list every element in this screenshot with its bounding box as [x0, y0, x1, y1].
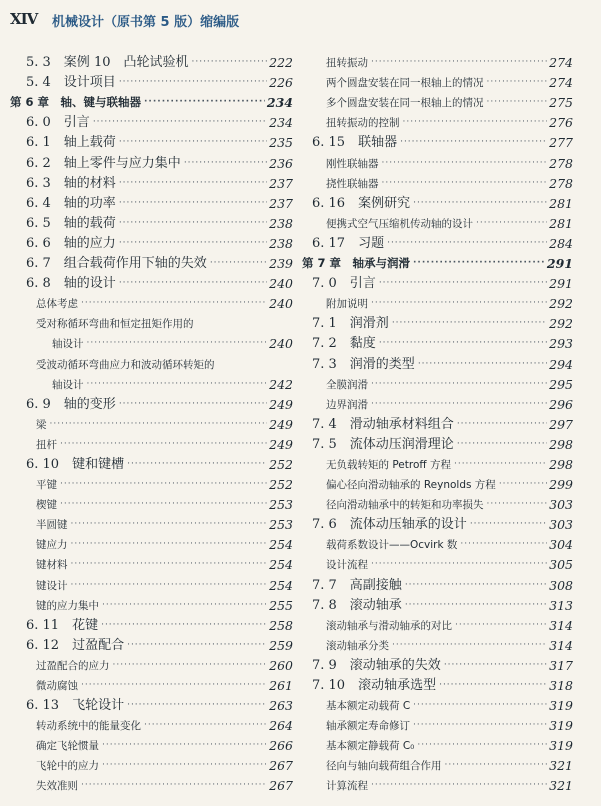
toc-page-number: 303 — [549, 497, 573, 513]
toc-page-number: 267 — [269, 758, 293, 774]
toc-entry-title: 6. 10 键和键槽 — [26, 456, 125, 472]
toc-page-number: 278 — [549, 175, 573, 191]
toc-entry-title: 受波动循环弯曲应力和波动循环转矩的 — [36, 358, 215, 371]
toc-subsection-entry — [8, 552, 293, 572]
toc-leader-dots — [81, 680, 267, 690]
toc-entry-title: 7. 4 滑动轴承材料组合 — [312, 416, 454, 432]
toc-section-entry — [302, 231, 573, 251]
toc-leader-dots — [403, 117, 548, 127]
toc-entry-title: 滚动轴承与滑动轴承的对比 — [326, 619, 452, 632]
toc-chapter-entry — [8, 90, 293, 110]
toc-leader-dots — [444, 660, 547, 670]
toc-page-number: 297 — [549, 416, 573, 432]
toc-page-number: 252 — [269, 456, 293, 472]
toc-entry-title: 6. 17 习题 — [312, 235, 385, 251]
toc-leader-dots — [102, 740, 267, 750]
toc-page-number: 255 — [269, 597, 293, 613]
toc-leader-dots — [457, 419, 547, 429]
toc-entry-title: 5. 4 设计项目 — [26, 75, 116, 91]
toc-section-entry — [8, 191, 293, 211]
toc-leader-dots — [417, 740, 547, 750]
toc-leader-dots — [119, 218, 267, 228]
toc-subsection-entry — [302, 150, 573, 170]
toc-entry-title: 计算流程 — [326, 780, 368, 793]
toc-section-entry — [8, 171, 293, 191]
toc-subsection-entry — [8, 753, 293, 773]
toc-entry-title: 键设计 — [36, 579, 68, 592]
toc-section-entry — [302, 432, 573, 452]
toc-leader-dots — [371, 559, 547, 569]
toc-leader-dots — [71, 580, 268, 590]
toc-page-number: 254 — [269, 557, 293, 573]
toc-entry-title: 梁 — [36, 418, 47, 431]
toc-leader-dots — [487, 97, 548, 107]
toc-page-number: 281 — [549, 215, 573, 231]
toc-leader-dots — [439, 680, 547, 690]
toc-page-number: 254 — [269, 577, 293, 593]
toc-entry-title: 无负载转矩的 Petroff 方程 — [326, 458, 451, 471]
toc-entry-title: 键应力 — [36, 539, 68, 552]
toc-entry-title: 6. 15 联轴器 — [312, 135, 398, 151]
toc-leader-dots — [191, 57, 267, 67]
toc-page-number: 314 — [549, 637, 573, 653]
toc-leader-dots — [81, 298, 267, 308]
toc-page-number: 249 — [269, 436, 293, 452]
toc-leader-dots — [487, 77, 548, 87]
toc-subsection-entry — [302, 633, 573, 653]
toc-section-entry — [302, 412, 573, 432]
toc-leader-dots — [470, 519, 547, 529]
toc-page-number: 274 — [549, 75, 573, 91]
toc-leader-dots — [445, 760, 548, 770]
toc-leader-dots — [413, 700, 547, 710]
toc-page-number: 295 — [549, 376, 573, 392]
toc-leader-dots — [127, 700, 267, 710]
toc-entry-title: 过盈配合的应力 — [36, 659, 110, 672]
toc-entry-title: 楔键 — [36, 499, 57, 512]
toc-subsection-entry — [8, 532, 293, 552]
toc-page-number: 263 — [269, 698, 293, 714]
toc-page-number: 260 — [269, 657, 293, 673]
toc-entry-title: 6. 2 轴上零件与应力集中 — [26, 155, 181, 171]
toc-page-number: 314 — [549, 617, 573, 633]
toc-section-entry — [302, 331, 573, 351]
toc-leader-dots — [392, 640, 547, 650]
toc-section-entry — [8, 211, 293, 231]
toc-leader-dots — [184, 158, 267, 168]
toc-section-entry — [302, 653, 573, 673]
toc-leader-dots — [50, 419, 268, 429]
toc-page-number: 253 — [269, 497, 293, 513]
toc-subsection-entry — [8, 572, 293, 592]
toc-subsection-entry — [8, 291, 293, 311]
toc-leader-dots — [379, 338, 547, 348]
toc-leader-dots — [113, 660, 268, 670]
toc-page-number: 296 — [549, 396, 573, 412]
toc-leader-dots — [392, 318, 547, 328]
toc-page-number: 240 — [269, 296, 293, 312]
toc-section-entry — [8, 633, 293, 653]
toc-page-number: 308 — [549, 577, 573, 593]
toc-subsection-entry — [8, 472, 293, 492]
toc-page-number: 275 — [549, 95, 573, 111]
toc-page-number: 264 — [269, 718, 293, 734]
toc-entry-title: 7. 7 高副接触 — [312, 577, 402, 593]
toc-page-number: 298 — [549, 456, 573, 472]
toc-page-number: 267 — [269, 778, 293, 794]
toc-subsection-entry — [302, 532, 573, 552]
toc-leader-dots — [71, 559, 268, 569]
toc-subsection-entry — [8, 372, 293, 392]
toc-page-number: 242 — [269, 376, 293, 392]
toc-page-number: 237 — [269, 195, 293, 211]
toc-page-number: 321 — [549, 758, 573, 774]
toc-entry-title: 附加说明 — [326, 298, 368, 311]
toc-leader-dots — [382, 178, 548, 188]
toc-page-number: 292 — [549, 316, 573, 332]
toc-section-entry — [302, 351, 573, 371]
page-number: XIV — [10, 10, 38, 28]
toc-subsection-entry — [8, 432, 293, 452]
toc-page-number: 317 — [549, 657, 573, 673]
toc-subsection-entry — [302, 452, 573, 472]
toc-section-entry — [302, 593, 573, 613]
toc-leader-dots — [382, 158, 548, 168]
toc-page-number: 291 — [546, 256, 573, 272]
toc-leader-dots — [405, 600, 547, 610]
toc-page-number: 277 — [549, 135, 573, 151]
toc-subsection-entry — [302, 90, 573, 110]
toc-leader-dots — [119, 198, 267, 208]
toc-entry-title: 6. 16 案例研究 — [312, 195, 411, 211]
toc-entry-title: 6. 7 组合载荷作用下轴的失效 — [26, 256, 207, 272]
toc-page-number: 303 — [549, 517, 573, 533]
toc-section-entry — [8, 693, 293, 713]
toc-entry-title: 7. 6 流体动压轴承的设计 — [312, 517, 467, 533]
toc-leader-dots — [127, 640, 267, 650]
toc-entry-title: 挠性联轴器 — [326, 177, 379, 190]
toc-subsection-entry — [302, 713, 573, 733]
toc-subsection-entry — [302, 171, 573, 191]
toc-page-number: 276 — [549, 115, 573, 131]
toc-page-number: 319 — [549, 698, 573, 714]
toc-page-number: 284 — [549, 235, 573, 251]
toc-section-entry — [302, 191, 573, 211]
toc-subsection-entry — [302, 693, 573, 713]
toc-page-number: 319 — [549, 738, 573, 754]
toc-leader-dots — [371, 298, 547, 308]
toc-entry-title: 轴设计 — [52, 378, 84, 391]
toc-subsection-entry — [8, 351, 293, 371]
toc-leader-dots — [119, 278, 267, 288]
toc-leader-dots — [71, 519, 268, 529]
toc-entry-title: 7. 10 滚动轴承选型 — [312, 678, 437, 693]
toc-page-number: 318 — [549, 678, 573, 693]
toc-section-entry — [302, 311, 573, 331]
toc-entry-title: 6. 0 引言 — [26, 115, 90, 131]
toc-page-number: 234 — [269, 115, 293, 131]
toc-leader-dots — [87, 379, 268, 389]
toc-leader-dots — [499, 479, 547, 489]
toc-section-entry — [8, 70, 293, 90]
toc-entry-title: 基本额定动载荷 C — [326, 700, 411, 713]
toc-subsection-entry — [8, 773, 293, 793]
toc-entry-title: 轴设计 — [52, 338, 84, 351]
toc-section-entry — [8, 251, 293, 271]
toc-subsection-entry — [302, 291, 573, 311]
toc-page-number: 281 — [549, 195, 573, 211]
toc-subsection-entry — [8, 673, 293, 693]
toc-page-number: 319 — [549, 718, 573, 734]
toc-entry-title: 扭转振动 — [326, 57, 368, 70]
toc-page-number: 291 — [549, 276, 573, 292]
toc-entry-title: 受对称循环弯曲和恒定扭矩作用的 — [36, 318, 194, 331]
toc-subsection-entry — [302, 753, 573, 773]
toc-leader-dots — [413, 720, 547, 730]
toc-leader-dots — [413, 198, 547, 208]
toc-entry-title: 总体考虑 — [36, 298, 78, 311]
toc-left-column — [8, 50, 293, 793]
toc-leader-dots — [60, 479, 267, 489]
toc-page-number: 234 — [266, 95, 293, 111]
toc-entry-title: 径向与轴向载荷组合作用 — [326, 760, 442, 773]
toc-entry-title: 6. 6 轴的应力 — [26, 235, 116, 251]
toc-page-number: 259 — [269, 637, 293, 653]
toc-entry-title: 失效准则 — [36, 780, 78, 793]
toc-page-number: 321 — [549, 778, 573, 794]
toc-section-entry — [302, 130, 573, 150]
toc-entry-title: 键的应力集中 — [36, 599, 99, 612]
toc-leader-dots — [102, 760, 267, 770]
toc-entry-title: 6. 3 轴的材料 — [26, 175, 116, 191]
toc-subsection-entry — [8, 733, 293, 753]
toc-entry-title: 第 6 章 轴、键与联轴器 — [10, 95, 142, 110]
toc-entry-title: 半圆键 — [36, 519, 68, 532]
toc-leader-dots — [476, 218, 547, 228]
toc-leader-dots — [418, 359, 547, 369]
toc-page-number: 239 — [269, 256, 293, 272]
toc-entry-title: 基本额定静载荷 C₀ — [326, 740, 415, 753]
toc-page-number: 294 — [549, 356, 573, 372]
toc-page-number: 240 — [269, 276, 293, 292]
toc-page-number: 278 — [549, 155, 573, 171]
toc-entry-title: 6. 13 飞轮设计 — [26, 698, 125, 714]
book-title: 机械设计（原书第 5 版）缩编版 — [52, 15, 240, 30]
toc-entry-title: 全膜润滑 — [326, 378, 368, 391]
toc-leader-dots — [71, 539, 268, 549]
toc-section-entry — [8, 50, 293, 70]
toc-entry-title: 设计流程 — [326, 559, 368, 572]
toc-entry-title: 6. 4 轴的功率 — [26, 195, 116, 211]
toc-leader-dots — [371, 399, 547, 409]
toc-page-number: 266 — [269, 738, 293, 754]
toc-leader-dots — [119, 178, 267, 188]
toc-entry-title: 7. 2 黏度 — [312, 336, 376, 352]
page-header — [0, 0, 601, 36]
toc-leader-dots — [371, 780, 547, 790]
toc-leader-dots — [119, 137, 267, 147]
toc-section-entry — [8, 452, 293, 472]
toc-page-number: 293 — [549, 336, 573, 352]
toc-entry-title: 7. 0 引言 — [312, 276, 376, 292]
toc-subsection-entry — [302, 392, 573, 412]
toc-entry-title: 7. 8 滚动轴承 — [312, 597, 402, 613]
toc-subsection-entry — [302, 492, 573, 512]
toc-entry-title: 6. 12 过盈配合 — [26, 637, 125, 653]
toc-entry-title: 扭转振动的控制 — [326, 117, 400, 130]
toc-section-entry — [8, 150, 293, 170]
toc-section-entry — [8, 130, 293, 150]
toc-page-number: 238 — [269, 235, 293, 251]
toc-leader-dots — [144, 720, 267, 730]
toc-page-number: 249 — [269, 416, 293, 432]
toc-section-entry — [302, 271, 573, 291]
toc-leader-dots — [387, 238, 547, 248]
toc-page-number: 249 — [269, 396, 293, 412]
toc-leader-dots — [210, 258, 267, 268]
toc-leader-dots — [400, 137, 547, 147]
toc-leader-dots — [93, 117, 267, 127]
toc-subsection-entry — [302, 110, 573, 130]
toc-leader-dots — [81, 780, 267, 790]
toc-entry-title: 滚动轴承分类 — [326, 639, 389, 652]
toc-entry-title: 7. 9 滚动轴承的失效 — [312, 657, 441, 673]
toc-entry-title: 偏心径向滑动轴承的 Reynolds 方程 — [326, 479, 496, 492]
toc-entry-title: 边界润滑 — [326, 398, 368, 411]
toc-section-entry — [302, 572, 573, 592]
toc-entry-title: 飞轮中的应力 — [36, 760, 99, 773]
toc-section-entry — [302, 673, 573, 693]
toc-entry-title: 轴承额定寿命修订 — [326, 720, 410, 733]
toc-entry-title: 6. 1 轴上载荷 — [26, 135, 116, 151]
toc-page-number: 299 — [549, 477, 573, 493]
toc-page-number: 235 — [269, 135, 293, 151]
toc-section-entry — [8, 231, 293, 251]
toc-entry-title: 6. 9 轴的变形 — [26, 396, 116, 412]
toc-subsection-entry — [302, 552, 573, 572]
toc-entry-title: 7. 1 润滑剂 — [312, 316, 389, 332]
toc-entry-title: 7. 5 流体动压润滑理论 — [312, 436, 454, 452]
toc-leader-dots — [127, 459, 267, 469]
toc-leader-dots — [371, 57, 547, 67]
toc-entry-title: 多个圆盘安装在同一根轴上的情况 — [326, 97, 484, 110]
toc-entry-title: 平键 — [36, 479, 57, 492]
toc-entry-title: 刚性联轴器 — [326, 157, 379, 170]
toc-section-entry — [8, 613, 293, 633]
toc-page-number: 261 — [269, 678, 293, 693]
toc-entry-title: 扭杆 — [36, 438, 57, 451]
toc-page-number: 226 — [269, 75, 293, 91]
toc-leader-dots — [371, 379, 547, 389]
toc-leader-dots — [413, 258, 545, 268]
toc-entry-title: 确定飞轮惯量 — [36, 740, 99, 753]
toc-right-column — [302, 50, 573, 793]
toc-section-entry — [8, 110, 293, 130]
toc-entry-title: 两个圆盘安装在同一根轴上的情况 — [326, 77, 484, 90]
toc-page-number: 313 — [549, 597, 573, 613]
toc-section-entry — [8, 271, 293, 291]
toc-subsection-entry — [302, 613, 573, 633]
toc-leader-dots — [454, 459, 547, 469]
toc-page-number: 252 — [269, 477, 293, 493]
toc-leader-dots — [460, 539, 547, 549]
toc-leader-dots — [455, 620, 547, 630]
toc-leader-dots — [60, 499, 267, 509]
toc-page-number: 292 — [549, 296, 573, 312]
toc-subsection-entry — [8, 311, 293, 331]
toc-leader-dots — [60, 439, 267, 449]
toc-page-number: 253 — [269, 517, 293, 533]
toc-page-number: 236 — [269, 155, 293, 171]
toc-page-number: 254 — [269, 537, 293, 553]
toc-page-number: 274 — [549, 55, 573, 71]
toc-section-entry — [302, 512, 573, 532]
toc-subsection-entry — [8, 331, 293, 351]
toc-subsection-entry — [302, 472, 573, 492]
toc-page-number: 305 — [549, 557, 573, 573]
toc-leader-dots — [119, 399, 267, 409]
toc-entry-title: 6. 8 轴的设计 — [26, 276, 116, 292]
toc-subsection-entry — [302, 773, 573, 793]
toc-entry-title: 第 7 章 轴承与润滑 — [302, 256, 411, 271]
toc-entry-title: 微动腐蚀 — [36, 680, 78, 692]
toc-leader-dots — [102, 600, 267, 610]
toc-page-number: 240 — [269, 336, 293, 352]
toc-entry-title: 键材料 — [36, 559, 68, 572]
toc-entry-title: 转动系统中的能量变化 — [36, 720, 141, 733]
toc-page-number: 237 — [269, 175, 293, 191]
toc-page-number: 258 — [269, 617, 293, 633]
toc-leader-dots — [119, 77, 267, 87]
toc-subsection-entry — [302, 70, 573, 90]
toc-leader-dots — [87, 338, 268, 348]
toc-entry-title: 6. 5 轴的载荷 — [26, 215, 116, 231]
toc-leader-dots — [487, 499, 548, 509]
toc-subsection-entry — [8, 492, 293, 512]
toc-entry-title: 6. 11 花键 — [26, 617, 99, 633]
toc-subsection-entry — [302, 211, 573, 231]
toc-entry-title: 5. 3 案例 10 凸轮试验机 — [26, 55, 189, 71]
toc-leader-dots — [457, 439, 547, 449]
toc-chapter-entry — [302, 251, 573, 271]
toc-entry-title: 载荷系数设计——Ocvirk 数 — [326, 539, 458, 552]
toc-leader-dots — [119, 238, 267, 248]
toc-subsection-entry — [302, 50, 573, 70]
toc-subsection-entry — [8, 713, 293, 733]
toc-subsection-entry — [8, 512, 293, 532]
toc-entry-title: 便携式空气压缩机传动轴的设计 — [326, 217, 473, 230]
toc-page-number: 304 — [549, 537, 573, 553]
toc-subsection-entry — [8, 593, 293, 613]
toc-leader-dots — [144, 97, 265, 107]
toc-subsection-entry — [302, 372, 573, 392]
toc-subsection-entry — [302, 733, 573, 753]
toc-page-number: 222 — [269, 55, 293, 71]
toc-entry-title: 7. 3 润滑的类型 — [312, 356, 415, 372]
toc-page-number: 238 — [269, 215, 293, 231]
toc-leader-dots — [101, 620, 267, 630]
toc-page-number: 298 — [549, 436, 573, 452]
toc-section-entry — [8, 392, 293, 412]
toc-subsection-entry — [8, 412, 293, 432]
toc-leader-dots — [379, 278, 547, 288]
toc-leader-dots — [405, 580, 547, 590]
toc-subsection-entry — [8, 653, 293, 673]
toc-entry-title: 径向滑动轴承中的转矩和功率损失 — [326, 499, 484, 512]
